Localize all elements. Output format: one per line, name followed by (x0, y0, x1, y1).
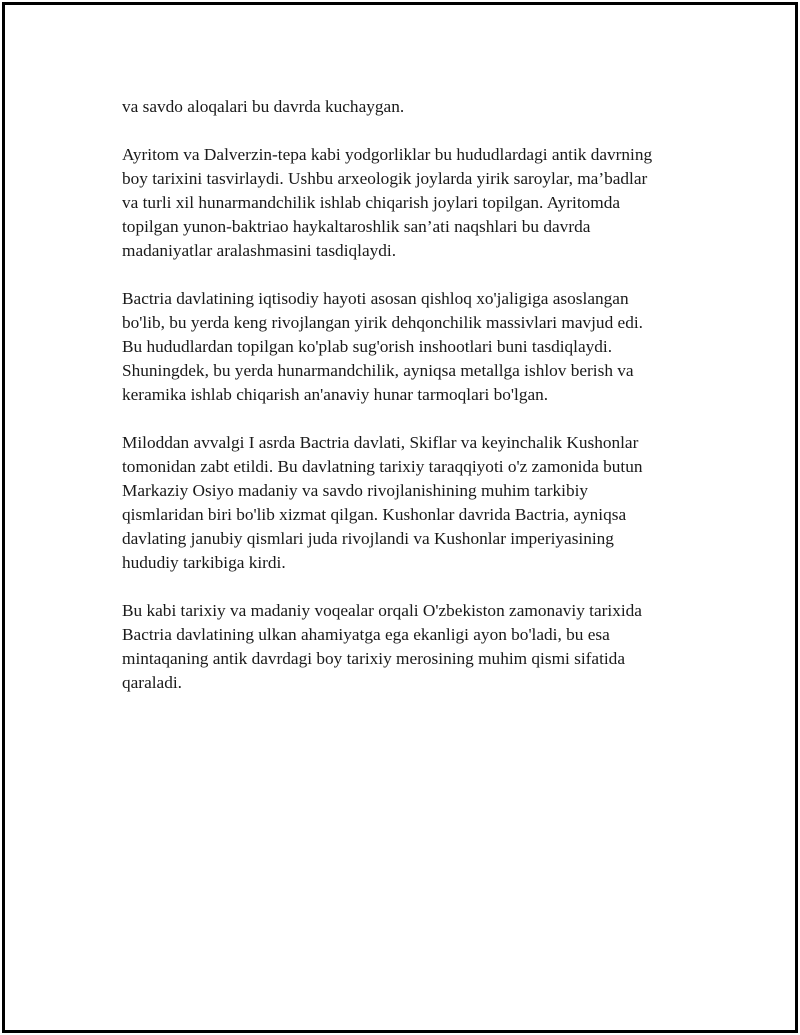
text-line: va turli xil hunarmandchilik ishlab chiqarish joylari topilgan. Ayritomda (122, 193, 621, 212)
text-line: Ayritom va Dalverzin-tepa kabi yodgorliklar bu hududlardagi antik davrning (122, 145, 653, 164)
text-line: boy tarixini tasvirlaydi. Ushbu arxeologik joylarda yirik saroylar, ma’badlar (122, 169, 648, 188)
paragraph-5 (122, 599, 722, 695)
paragraph-4 (122, 431, 722, 575)
text-line: madaniyatlar aralashmasini tasdiqlaydi. (122, 241, 397, 260)
text-line: Bu kabi tarixiy va madaniy voqealar orqali O'zbekiston zamonaviy tarixida (122, 601, 642, 620)
paragraph-2 (122, 143, 722, 263)
text-line: Bactria davlatining ulkan ahamiyatga ega ekanligi ayon bo'ladi, bu esa (122, 625, 610, 644)
text-line: Bactria davlatining iqtisodiy hayoti asosan qishloq xo'jaligiga asoslangan (122, 289, 629, 308)
text-line: davlating janubiy qismlari juda rivojlandi va Kushonlar imperiyasining (122, 529, 614, 548)
text-line: Markaziy Osiyo madaniy va savdo rivojlanishining muhim tarkibiy (122, 481, 589, 500)
text-line: keramika ishlab chiqarish an'anaviy hunar tarmoqlari bo'lgan. (122, 385, 549, 404)
paragraph-1 (122, 95, 722, 119)
document-page (2, 2, 798, 1033)
document-body (122, 95, 722, 719)
text-line: Miloddan avvalgi I asrda Bactria davlati, Skiflar va keyinchalik Kushonlar (122, 433, 639, 452)
text-line: Bu hududlardan topilgan ko'plab sug'orish inshootlari buni tasdiqlaydi. (122, 337, 613, 356)
text-line: mintaqaning antik davrdagi boy tarixiy merosining muhim qismi sifatida (122, 649, 625, 668)
text-line: va savdo aloqalari bu davrda kuchaygan. (122, 97, 405, 116)
text-line: tomonidan zabt etildi. Bu davlatning tarixiy taraqqiyoti o'z zamonida butun (122, 457, 643, 476)
text-line: qismlaridan biri bo'lib xizmat qilgan. Kushonlar davrida Bactria, ayniqsa (122, 505, 627, 524)
text-line: topilgan yunon-baktriao haykaltaroshlik san’ati naqshlari bu davrda (122, 217, 591, 236)
text-line: bo'lib, bu yerda keng rivojlangan yirik dehqonchilik massivlari mavjud edi. (122, 313, 643, 332)
text-line: hududiy tarkibiga kirdi. (122, 553, 286, 572)
text-line: qaraladi. (122, 673, 182, 692)
text-line: Shuningdek, bu yerda hunarmandchilik, ayniqsa metallga ishlov berish va (122, 361, 634, 380)
paragraph-3 (122, 287, 722, 407)
